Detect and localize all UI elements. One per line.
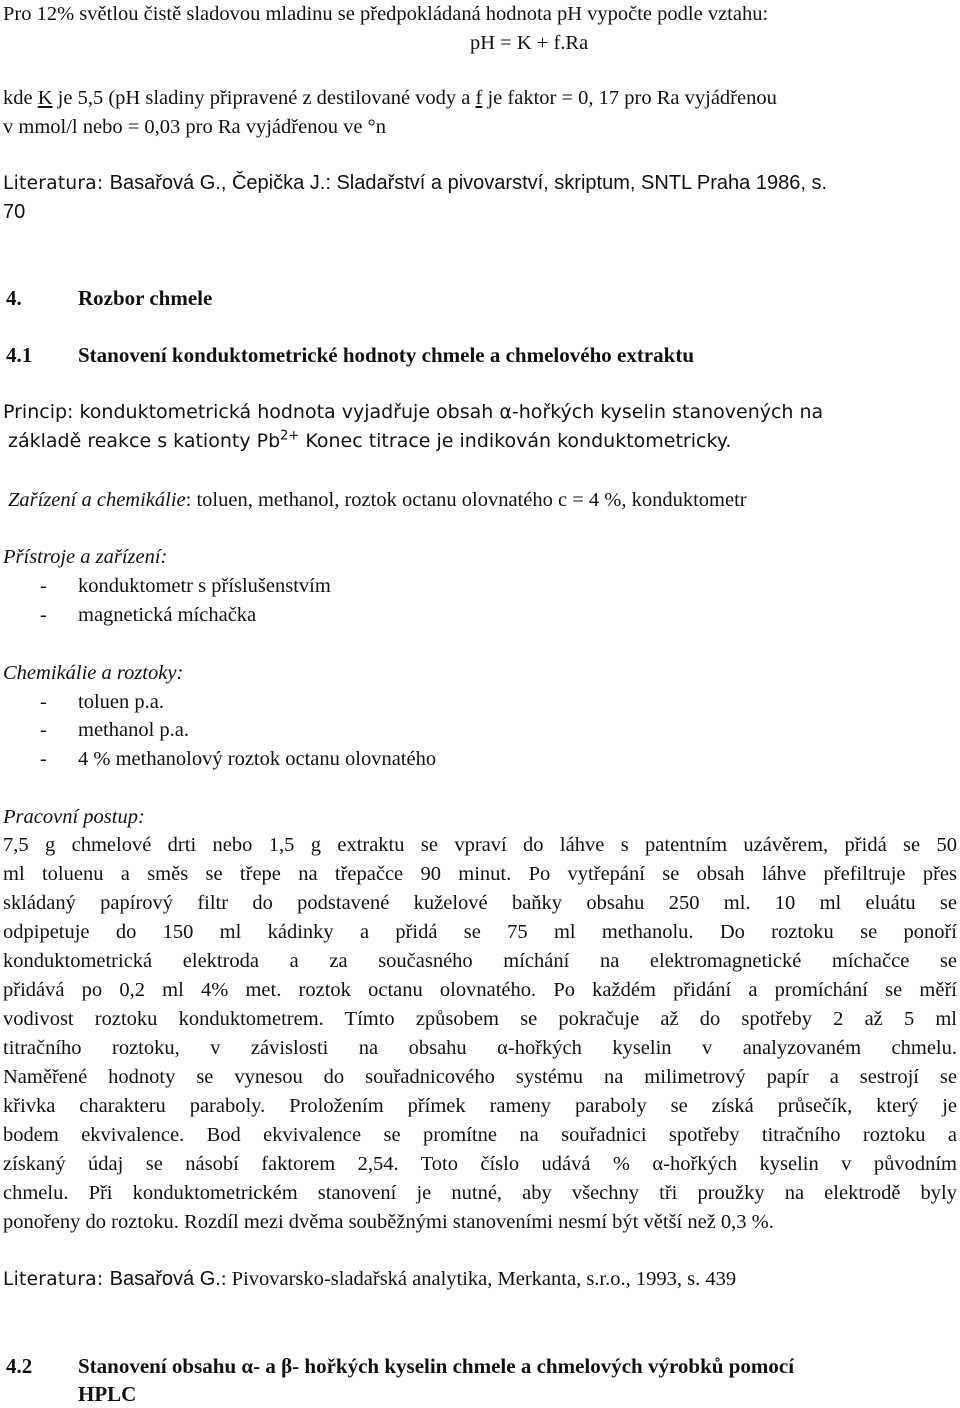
label: Zařízení a chemikálie — [8, 489, 186, 511]
princip-line: Princip: konduktometrická hodnota vyjadřuje obsah α-hořkých kyselin stanovených na — [3, 401, 824, 423]
literature-authors: Basařová G., Čepička J. — [109, 172, 326, 194]
section-heading-4-1 — [3, 345, 903, 369]
princip-line-2 — [8, 428, 732, 452]
literature-source: : Sladařství a pivovarství, skriptum, SNTL Praha 1986, s. — [325, 172, 828, 194]
variable-k: K — [37, 87, 53, 109]
item-text: toluen p.a. — [78, 691, 164, 713]
procedure-line: vodivost roztoku konduktometrem. Tímto způsobem se pokračuje až do spotřeby 2 až 5 ml — [3, 1008, 957, 1030]
list-item — [3, 720, 703, 744]
procedure-line: přidává po 0,2 ml 4% met. roztok octanu olovnatého. Po každém přidání a promíchání se měří — [3, 979, 957, 1001]
text: kde — [3, 87, 38, 109]
section-number: 4. — [6, 286, 22, 310]
chemicals-heading: Chemikálie a roztoky: — [3, 662, 184, 684]
section-title: Stanovení obsahu α- a β- hořkých kyselin chmele a chmelových výrobků pomocí — [78, 1354, 795, 1378]
bullet-dash: - — [40, 748, 47, 770]
section-heading-4-2 — [3, 1356, 953, 1408]
procedure-heading: Pracovní postup: — [3, 806, 145, 828]
procedure-line: Naměřené hodnoty se vynesou do souřadnicového systému na milimetrový papír a sestrojí se — [3, 1066, 957, 1088]
bullet-dash: - — [40, 604, 47, 626]
text: Konec titrace je indikován konduktometricky. — [299, 430, 732, 452]
literature-reference — [3, 173, 827, 194]
list-item — [3, 749, 703, 773]
text: : toluen, methanol, roztok octanu olovnatého c = 4 %, konduktometr — [185, 489, 747, 511]
formula: pH = K + f.Ra — [470, 32, 589, 54]
intro-line: Pro 12% světlou čistě sladovou mladinu se předpokládaná hodnota pH vypočte podle vztahu: — [3, 3, 769, 25]
intro-definition-line-2: v mmol/l nebo = 0,03 pro Ra vyjádřenou ve °n — [3, 116, 387, 138]
text: základě reakce s kationty Pb — [8, 430, 281, 452]
section-number: 4.2 — [6, 1354, 33, 1378]
procedure-line: získaný údaj se násobí faktorem 2,54. Toto číslo udává % α-hořkých kyselin v původním — [3, 1153, 957, 1175]
item-text: 4 % methanolový roztok octanu olovnatého — [78, 748, 437, 770]
procedure-line: ml toluenu a směs se třepe na třepačce 90 minut. Po vytřepání se obsah láhve přefiltruje přes — [3, 863, 957, 885]
text: je faktor = 0, 17 pro Ra vyjádřenou — [482, 87, 777, 109]
bullet-dash: - — [40, 575, 47, 597]
superscript: 2+ — [280, 428, 300, 444]
literature-label: Literatura: — [3, 173, 110, 194]
procedure-line: skládaný papírový filtr do podstavené kuželové baňky obsahu 250 ml. 10 ml eluátu se — [3, 892, 957, 914]
text: je 5,5 (pH sladiny připravené z destilované vody a — [52, 87, 476, 109]
item-text: konduktometr s příslušenstvím — [78, 575, 331, 597]
procedure-line-last: ponořeny do roztoku. Rozdíl mezi dvěma souběžnými stanoveními nesmí být větší než 0,3 %. — [3, 1211, 774, 1233]
procedure-line: titračního roztoku, v závislosti na obsahu α-hořkých kyselin v analyzovaném chmelu. — [3, 1037, 957, 1059]
section-title: Rozbor chmele — [78, 286, 213, 310]
procedure-line: odpipetuje do 150 ml kádinky a přidá se 75 ml methanolu. Do roztoku se ponoří — [3, 921, 957, 943]
literature-authors: Basařová G. — [109, 1268, 221, 1290]
section-heading-4 — [3, 288, 403, 312]
section-title-continued: HPLC — [78, 1382, 137, 1406]
list-item — [3, 692, 703, 716]
section-title: Stanovení konduktometrické hodnoty chmele a chmelového extraktu — [78, 343, 694, 367]
procedure-line: 7,5 g chmelové drti nebo 1,5 g extraktu se vpraví do láhve s patentním uzávěrem, přidá se 50 — [3, 834, 957, 856]
literature-page: 70 — [3, 201, 26, 223]
section-number: 4.1 — [6, 343, 33, 367]
list-item — [3, 605, 703, 629]
procedure-line: konduktometrická elektroda a za současného míchání na elektromagnetické míchačce se — [3, 950, 957, 972]
item-text: methanol p.a. — [78, 719, 190, 741]
procedure-line: křivka charakteru paraboly. Proložením přímek rameny paraboly se získá průsečík, který je — [3, 1095, 957, 1117]
intro-definition-line — [3, 88, 777, 109]
literature-reference-2 — [3, 1269, 736, 1290]
literature-source: : Pivovarsko-sladařská analytika, Merkanta, s.r.o., 1993, s. 439 — [220, 1268, 737, 1290]
variable-f: f — [475, 87, 483, 109]
bullet-dash: - — [40, 719, 47, 741]
procedure-line: chmelu. Při konduktometrickém stanovení je nutné, aby všechny tři proužky na elektrodě byly — [3, 1182, 957, 1204]
list-item — [3, 576, 703, 600]
procedure-line: bodem ekvivalence. Bod ekvivalence se promítne na souřadnici spotřeby titračního roztoku a — [3, 1124, 957, 1146]
item-text: magnetická míchačka — [78, 604, 257, 626]
bullet-dash: - — [40, 691, 47, 713]
equipment-chemicals-line — [8, 490, 747, 511]
instruments-heading: Přístroje a zařízení: — [3, 546, 168, 568]
literature-label: Literatura: — [3, 1269, 110, 1290]
